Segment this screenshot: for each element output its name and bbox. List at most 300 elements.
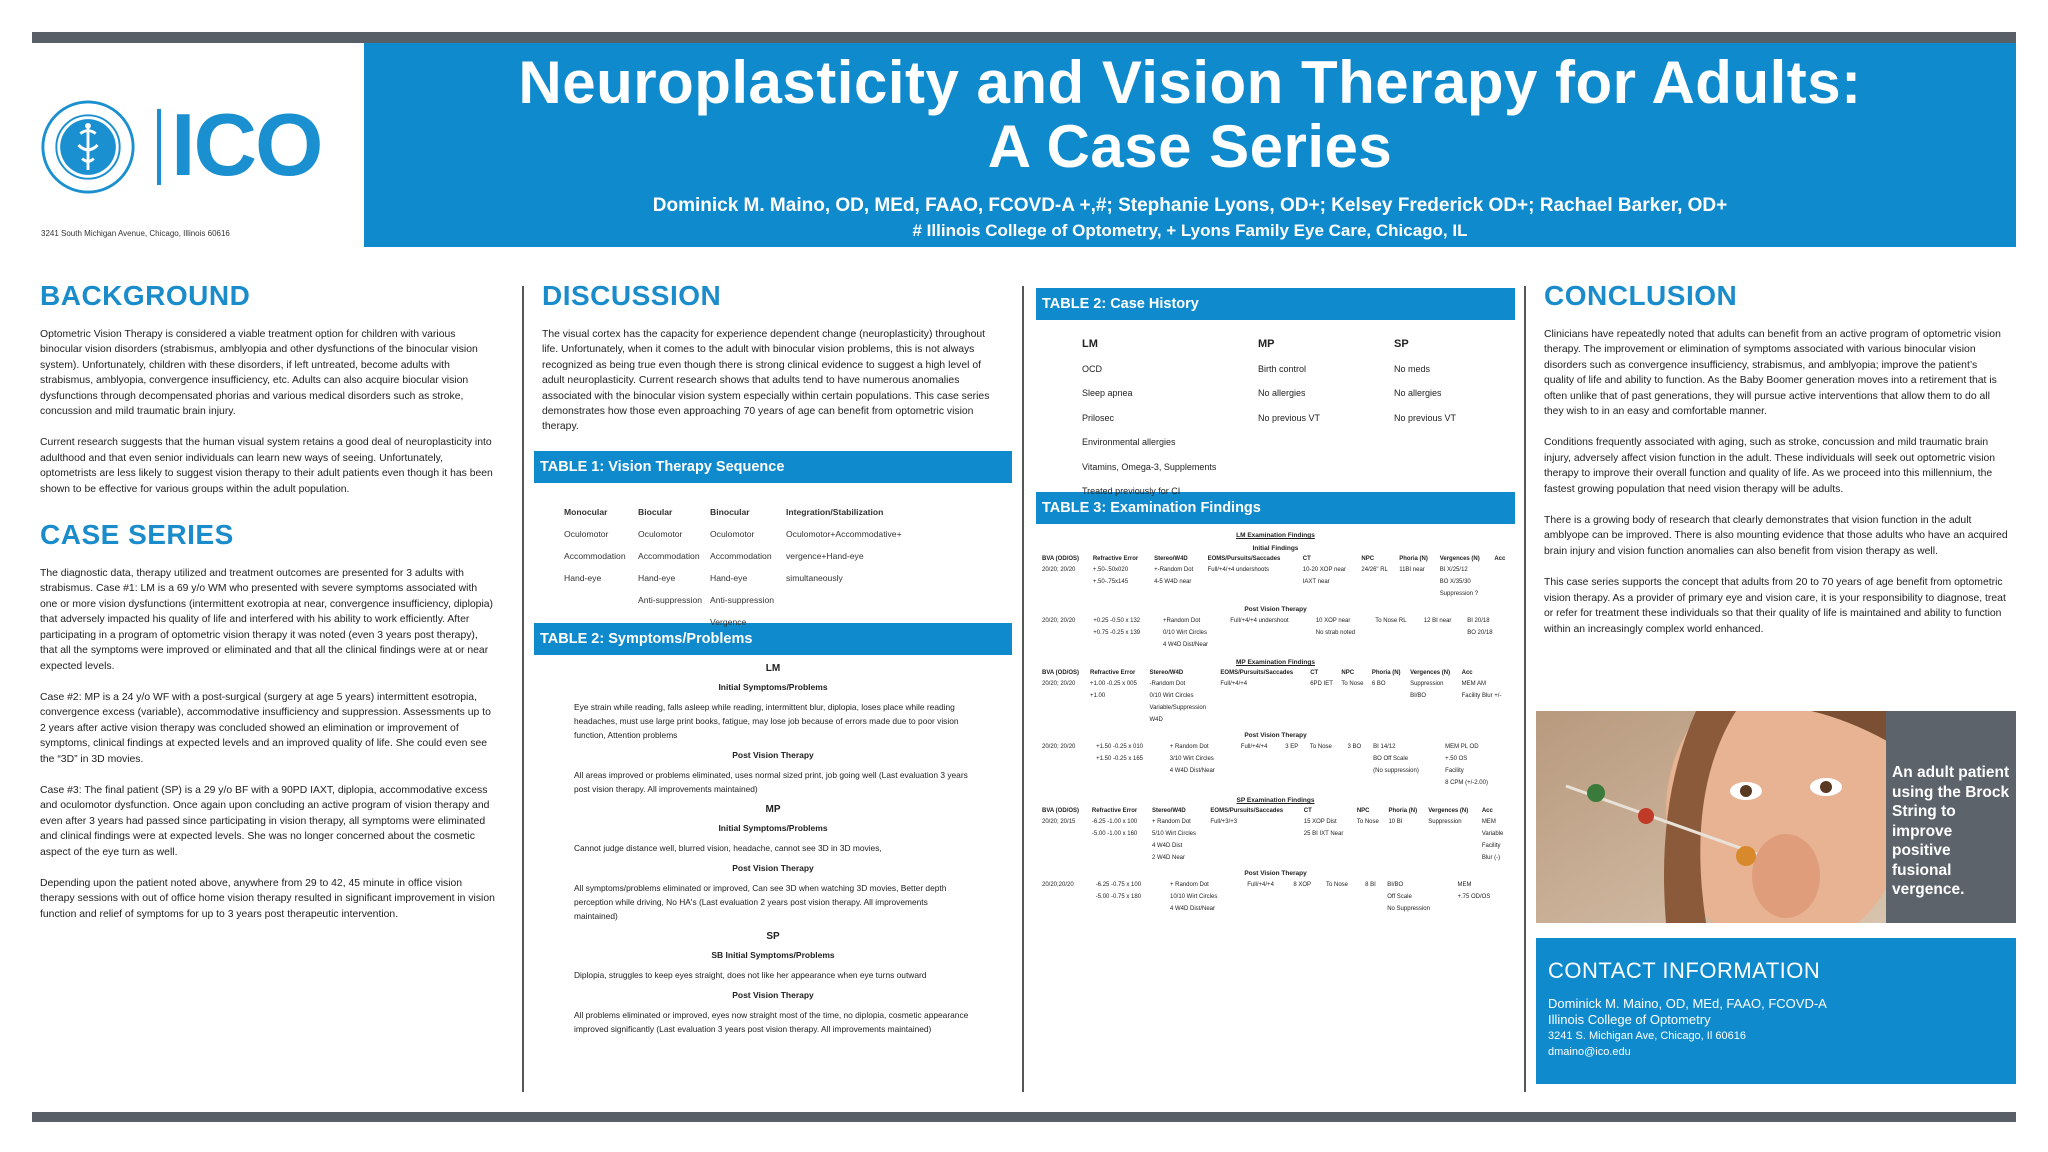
exam-column-header: Vergences (N) xyxy=(1410,670,1451,676)
history-item: Environmental allergies xyxy=(1082,437,1176,447)
exam-cell xyxy=(1346,753,1372,765)
exam-cell: +0.75 -0.25 x 139 xyxy=(1093,630,1141,636)
exam-cell xyxy=(1239,753,1283,765)
exam-cell: MEM AM xyxy=(1461,681,1486,687)
exam-cell xyxy=(1359,576,1397,588)
exam-column-header: Phoria (N) xyxy=(1399,556,1428,562)
institution-address: 3241 South Michigan Avenue, Chicago, Illinois 60616 xyxy=(41,229,230,238)
sequence-column-0 xyxy=(564,501,626,589)
exam-cell: 6 BO xyxy=(1371,681,1386,687)
post-therapy-label: Post Vision Therapy xyxy=(1244,870,1307,877)
case-series-paragraph-1: The diagnostic data, therapy utilized and treatment outcomes are presented for 3 adults with strabismus. Case #1: LM is a 69 y/o WM who presented with severe symptoms associated with one or more vision dysfunctions (intermittent exotropia at near, convergence insufficiency, diplopia) that adversely impacted his quality of life and interfered with his ability to work efficiently. After participating in a program of optometric vision therapy it was noted (even 3 years post therapy), that all the symptoms were improved or eliminated and that all the clinical findings were at or near expected levels. xyxy=(40,568,494,672)
history-item: Treated previously for CI xyxy=(1082,486,1181,496)
exam-cell: Suppression xyxy=(1410,681,1444,687)
exam-cell: To Nose xyxy=(1326,882,1349,888)
exam-cell xyxy=(1206,588,1301,600)
exam-cell xyxy=(1363,903,1385,915)
exam-table xyxy=(1040,615,1511,651)
affiliations: # Illinois College of Optometry, + Lyons Family Eye Care, Chicago, IL xyxy=(912,221,1468,240)
exam-cell: +-Random Dot xyxy=(1154,567,1194,573)
history-column-sp xyxy=(1394,332,1456,430)
exam-cell: Full/+4/+4 undershoots xyxy=(1207,567,1269,573)
exam-row xyxy=(1040,714,1511,726)
exam-column-header: NPC xyxy=(1341,670,1355,676)
exam-cell xyxy=(1339,702,1369,714)
exam-cell: To Nose xyxy=(1356,819,1379,825)
history-item: No allergies xyxy=(1394,388,1442,398)
exam-cell xyxy=(1465,639,1505,651)
exam-cell xyxy=(1208,828,1301,840)
exam-row xyxy=(1040,564,1511,576)
vision-therapy-sequence-table xyxy=(534,483,1012,627)
table1-heading: TABLE 1: Vision Therapy Sequence xyxy=(534,451,1012,483)
exam-cell: -5.00 -1.00 x 160 xyxy=(1091,831,1138,837)
exam-cell xyxy=(1302,840,1355,852)
exam-cell: BI/BO xyxy=(1410,693,1427,699)
exam-cell xyxy=(1370,690,1408,702)
exam-cell xyxy=(1218,690,1308,702)
exam-cell xyxy=(1324,891,1363,903)
background-paragraph-2: Current research suggests that the human visual system retains a good deal of neuroplasticity into adulthood and that even senior individuals can learn new ways of seeing. Unfortunately, optometrists are less likely to suggest vision therapy to their adult patients even though it has been shown to be effective for various groups within the adult population. xyxy=(40,437,493,495)
exam-column-header: Acc xyxy=(1481,808,1493,814)
sequence-item: Anti-suppression xyxy=(638,594,703,605)
mp-initial-text: Cannot judge distance well, blurred vision, headache, cannot see 3D in 3D movies, xyxy=(574,842,882,853)
column-divider-2 xyxy=(1022,286,1024,1092)
exam-cell xyxy=(1228,627,1314,639)
exam-cell xyxy=(1040,852,1090,864)
exam-cell: 20/20;20/20 xyxy=(1042,882,1074,888)
exam-cell xyxy=(1245,903,1291,915)
exam-cell xyxy=(1168,777,1239,789)
exam-row xyxy=(1040,840,1511,852)
lm-initial-text: Eye strain while reading, falls asleep while reading, intermittent blur, diplopia, loses place while reading headaches, must use large print books, fatigue, may lose job because of errors made due to poor vision function, Attention problems xyxy=(574,701,959,740)
exam-table xyxy=(1040,741,1511,789)
exam-row xyxy=(1040,891,1511,903)
exam-cell: 12 BI near xyxy=(1423,618,1452,624)
exam-column-header: CT xyxy=(1302,556,1311,562)
exam-cell: 20/20; 20/20 xyxy=(1042,744,1076,750)
exam-cell xyxy=(1088,714,1148,726)
exam-cell: 24/26" RL xyxy=(1361,567,1388,573)
exam-cell: Variable xyxy=(1481,831,1504,837)
sequence-column-header: Binocular xyxy=(710,506,750,517)
exam-cell: Off Scale xyxy=(1387,894,1412,900)
top-border-bar xyxy=(32,32,2016,43)
exam-cell xyxy=(1426,828,1480,840)
exam-cell: 0/10 Wirt Circles xyxy=(1163,630,1208,636)
exam-cell: 8 BI xyxy=(1365,882,1376,888)
exam-column-header: Acc xyxy=(1461,670,1473,676)
exam-cell: 10/10 Wirt Circles xyxy=(1169,894,1218,900)
exam-cell: Full/+4/+4 xyxy=(1247,882,1274,888)
exam-cell xyxy=(1339,690,1369,702)
exam-cell xyxy=(1302,852,1355,864)
sequence-column-2 xyxy=(710,501,774,633)
sequence-item: Oculomotor xyxy=(710,528,755,539)
symptoms-table xyxy=(534,663,1012,1036)
ico-logo: ICO xyxy=(171,95,322,194)
exam-cell xyxy=(1301,588,1360,600)
exam-cell xyxy=(1040,903,1094,915)
exam-cell xyxy=(1206,576,1301,588)
column-background-case-series xyxy=(40,280,496,938)
exam-cell xyxy=(1346,777,1372,789)
exam-cell: +Random Dot xyxy=(1163,618,1201,624)
exam-row xyxy=(1040,765,1511,777)
exam-cell xyxy=(1040,588,1091,600)
exam-cell: 20/20; 20/20 xyxy=(1042,618,1076,624)
exam-cell xyxy=(1291,891,1324,903)
sequence-item: Oculomotor xyxy=(638,528,683,539)
sequence-item: Hand-eye xyxy=(564,572,602,583)
exam-cell xyxy=(1308,690,1339,702)
exam-column-header: Stereo/W4D xyxy=(1151,808,1186,814)
sequence-item: Hand-eye xyxy=(638,572,676,583)
exam-cell: -6.25 -1.00 x 100 xyxy=(1091,819,1138,825)
exam-row xyxy=(1040,828,1511,840)
exam-cell xyxy=(1460,714,1511,726)
exam-cell: (No suppression) xyxy=(1373,768,1419,774)
history-patient-header: LM xyxy=(1082,338,1098,350)
background-heading: BACKGROUND xyxy=(40,280,251,311)
history-item: Birth control xyxy=(1258,363,1307,374)
patient-sp-label: SP xyxy=(766,930,780,942)
history-item: Vitamins, Omega-3, Supplements xyxy=(1082,461,1217,472)
contact-panel xyxy=(1536,938,2016,1084)
case-series-paragraph-4: Depending upon the patient noted above, anywhere from 29 to 42, 45 minute in office vision therapy sessions with out of office home vision therapy resulted in significant improvement in vision function and relief of symptoms for up to 3 years post therapeutic intervention. xyxy=(40,877,495,920)
exam-row xyxy=(1040,879,1511,891)
exam-cell: BO 20/18 xyxy=(1467,630,1493,636)
history-item: No previous VT xyxy=(1394,412,1457,423)
exam-column-header: NPC xyxy=(1361,556,1375,562)
exam-cell xyxy=(1239,765,1283,777)
exam-cell xyxy=(1505,639,1511,651)
exam-cell xyxy=(1370,714,1408,726)
exam-row xyxy=(1040,903,1511,915)
exam-cell: 5/10 Wirt Circles xyxy=(1151,831,1196,837)
exam-cell: 4 W4D Dist/Near xyxy=(1169,906,1215,912)
mp-initial-heading: Initial Symptoms/Problems xyxy=(718,822,828,833)
exam-cell xyxy=(1355,852,1387,864)
exam-cell xyxy=(1422,627,1465,639)
exam-cell: -5.00 -0.75 x 180 xyxy=(1095,894,1142,900)
exam-cell: +1.50 -0.25 x 010 xyxy=(1096,744,1143,750)
exam-cell xyxy=(1460,702,1511,714)
exam-cell xyxy=(1040,777,1094,789)
exam-cell xyxy=(1040,891,1094,903)
exam-cell xyxy=(1505,627,1511,639)
exam-row xyxy=(1040,777,1511,789)
exam-row xyxy=(1040,741,1511,753)
table2-history-heading: TABLE 2: Case History xyxy=(1036,288,1515,320)
exam-cell: Full/+3/+3 xyxy=(1210,819,1238,825)
exam-cell: 10 XOP near xyxy=(1315,618,1351,624)
exam-cell xyxy=(1492,576,1511,588)
exam-cell: 10 BI xyxy=(1388,819,1403,825)
exam-cell xyxy=(1040,639,1091,651)
exam-cell xyxy=(1308,765,1346,777)
bottom-border-bar xyxy=(32,1112,2016,1122)
exam-column-header: Phoria (N) xyxy=(1371,670,1401,676)
exam-cell xyxy=(1245,891,1291,903)
column-discussion xyxy=(534,280,1012,1036)
exam-cell xyxy=(1040,840,1090,852)
conclusion-paragraph-4: This case series supports the concept that adults from 20 to 70 years of age benefit from optometric vision therapy. As a provider of primary eye and vision care, it is your responsibility to diagnose, treat or refer for treatment these individuals so that their quality of life is maintained and ability to function within an increasingly complex world enhanced. xyxy=(1544,577,2006,635)
exam-cell xyxy=(1283,753,1308,765)
exam-cell: To Nose xyxy=(1309,744,1332,750)
exam-cell xyxy=(1283,765,1308,777)
exam-cell: +.75 OD/OS xyxy=(1457,894,1491,900)
exam-cell xyxy=(1339,714,1369,726)
exam-column-header: Acc xyxy=(1494,556,1506,562)
exam-cell: BI 14/12 xyxy=(1373,744,1396,750)
exam-cell: BI/BO xyxy=(1387,882,1404,888)
history-item: OCD xyxy=(1082,363,1102,374)
exam-cell: 2 W4D Near xyxy=(1151,855,1185,861)
exam-cell: +0.25 -0.50 x 132 xyxy=(1093,618,1141,624)
history-item: No previous VT xyxy=(1258,412,1321,423)
exam-cell xyxy=(1094,765,1168,777)
exam-cell xyxy=(1422,639,1465,651)
sequence-column-1 xyxy=(638,501,702,611)
logo-panel xyxy=(32,43,364,247)
exam-cell xyxy=(1090,852,1150,864)
column-divider-1 xyxy=(522,286,524,1092)
sequence-column-header: Monocular xyxy=(564,506,608,517)
history-item: No meds xyxy=(1394,363,1431,374)
exam-cell xyxy=(1218,702,1308,714)
exam-cell: 8 XOP xyxy=(1293,882,1312,888)
exam-row xyxy=(1040,816,1511,828)
exam-cell: Facility Blur +/- xyxy=(1461,693,1502,699)
exam-cell: BO Off Scale xyxy=(1373,756,1409,762)
exam-column-header: BVA (OD/OS) xyxy=(1042,808,1079,814)
exam-cell: 8 CPM (+/-2.00) xyxy=(1445,780,1488,786)
sequence-item: Accommodation xyxy=(564,550,626,561)
exam-cell xyxy=(1314,639,1373,651)
history-item: No allergies xyxy=(1258,388,1306,398)
case-history-table xyxy=(1036,320,1515,496)
exam-cell xyxy=(1218,714,1308,726)
exam-cell xyxy=(1370,702,1408,714)
exam-table xyxy=(1040,806,1511,864)
exam-cell: +1.50 -0.25 x 165 xyxy=(1096,756,1143,762)
exam-cell: + Random Dot xyxy=(1169,744,1209,750)
exam-cell xyxy=(1040,627,1091,639)
exam-cell: IAXT near xyxy=(1302,579,1330,585)
column-divider-3 xyxy=(1524,286,1526,1092)
conclusion-paragraph-2: Conditions frequently associated with aging, such as stroke, concussion and mild traumatic brain injury, adversely affect vision function in the adult. These individuals will seek out optometric vision therapy to improve their overall function and quality of life. As we proceed into this millennium, the fastest growing population that need vision therapy will be adults. xyxy=(1544,437,1996,495)
sp-exam-title: SP Examination Findings xyxy=(1236,797,1315,804)
exam-column-header: BVA (OD/OS) xyxy=(1042,670,1079,676)
exam-cell: 15 XOP Dist xyxy=(1303,819,1337,825)
history-patient-header: MP xyxy=(1258,338,1275,350)
exam-column-header: Vergences (N) xyxy=(1428,808,1469,814)
exam-cell xyxy=(1386,828,1426,840)
sequence-column-3 xyxy=(786,501,902,589)
lm-post-text: All areas improved or problems eliminated, uses normal sized print, job going well (Last evaluation 3 years post vision therapy. All improvements maintained) xyxy=(574,769,968,794)
history-column-mp xyxy=(1258,332,1320,430)
exam-row xyxy=(1040,690,1511,702)
exam-cell xyxy=(1408,702,1460,714)
exam-cell: +.50-.75x145 xyxy=(1092,579,1129,585)
discussion-heading: DISCUSSION xyxy=(542,280,722,311)
exam-column-header: Phoria (N) xyxy=(1388,808,1418,814)
history-item: Prilosec xyxy=(1082,412,1115,423)
exam-cell: Suppression ? xyxy=(1439,591,1479,597)
exam-cell xyxy=(1228,639,1314,651)
exam-cell xyxy=(1397,588,1438,600)
exam-cell xyxy=(1283,777,1308,789)
contact-address: 3241 S. Michigan Ave, Chicago, Il 60616 xyxy=(1548,1030,1746,1042)
sequence-item: Hand-eye xyxy=(710,572,748,583)
exam-cell: Blur (-) xyxy=(1481,855,1501,861)
exam-cell: No strab noted xyxy=(1315,630,1356,636)
history-column-lm xyxy=(1082,332,1216,504)
exam-cell: Facility xyxy=(1481,843,1501,849)
exam-cell: 3/10 Wirt Circles xyxy=(1169,756,1214,762)
exam-cell xyxy=(1291,903,1324,915)
history-item: Sleep apnea xyxy=(1082,388,1133,398)
contact-email[interactable]: dmaino@ico.edu xyxy=(1548,1046,1631,1058)
exam-cell xyxy=(1359,588,1397,600)
exam-column-header: Refractive Error xyxy=(1089,670,1136,676)
exam-cell: -Random Dot xyxy=(1149,681,1186,687)
exam-cell: +.50 OS xyxy=(1445,756,1468,762)
mp-post-heading: Post Vision Therapy xyxy=(732,862,814,873)
exam-cell xyxy=(1455,903,1511,915)
exam-cell xyxy=(1308,777,1346,789)
exam-cell xyxy=(1040,765,1094,777)
lm-exam-title: LM Examination Findings xyxy=(1236,532,1315,539)
post-therapy-label: Post Vision Therapy xyxy=(1244,732,1307,739)
exam-cell: 4 W4D Dist/Near xyxy=(1169,768,1215,774)
conclusion-paragraph-1: Clinicians have repeatedly noted that adults can benefit from an active program of optometric vision therapy. The improvement or elimination of symptoms associated with various binocular vision disorders such as convergence insufficiency, strabismus, and amblyopia; improve the patient’s quality of life and ability to function. As the Baby Boomer generation moves into a retirement that is often unlike that of past generations, they will pursue active interventions that allow them to do all they wish to in an easy and comfortable manner. xyxy=(1544,329,2001,418)
sequence-item: Oculomotor xyxy=(564,528,609,539)
lm-initial-heading: Initial Symptoms/Problems xyxy=(718,681,828,692)
exam-cell xyxy=(1397,576,1438,588)
exam-cell xyxy=(1363,891,1385,903)
background-paragraph-1: Optometric Vision Therapy is considered a viable treatment option for children with various binocular vision disorders (strabismus, amblyopia and other dysfunctions of the binocular vision system). Unfortunately, children with these disorders, if left untreated, become adults with strabismus, amblyopia, convergence insufficiency, etc. Adults can also acquire biocular vision dysfunctions through decompensated phorias and various medical disorders such as stroke, concussion and mild traumatic brain injury. xyxy=(40,329,478,418)
exam-cell xyxy=(1208,840,1301,852)
exam-cell: To Nose RL xyxy=(1375,618,1407,624)
exam-row xyxy=(1040,576,1511,588)
exam-cell xyxy=(1492,564,1511,576)
exam-column-header: NPC xyxy=(1356,808,1370,814)
exam-cell: 4 W4D Dist/Near xyxy=(1163,642,1209,648)
exam-column-header: CT xyxy=(1303,808,1312,814)
patient-photo xyxy=(1536,711,1887,923)
contact-organization: Illinois College of Optometry xyxy=(1548,1012,1711,1027)
title-line-1: Neuroplasticity and Vision Therapy for Adults: xyxy=(518,49,1862,116)
exam-row xyxy=(1040,627,1511,639)
exam-cell: MEM xyxy=(1457,882,1472,888)
exam-cell xyxy=(1094,903,1168,915)
exam-column-header: Vergences (N) xyxy=(1439,556,1480,562)
discussion-paragraph: The visual cortex has the capacity for experience dependent change (neuroplasticity) throughout life. Unfortunately, when it comes to the adult with binocular vision problems, this is not always recognized as being true even though there is strong clinical evidence to suggest a high level of adult neuroplasticity. Current research shows that adults tend to have numerous anomalies associated with the binocular vision system especially within certain populations. This case series demonstrates how those even approaching 70 years of age can benefit from optometric vision therapy. xyxy=(542,329,990,433)
title-banner xyxy=(364,43,2016,247)
contact-name: Dominick M. Maino, OD, MEd, FAAO, FCOVD-A xyxy=(1548,996,1827,1011)
logo-divider xyxy=(157,109,161,185)
exam-column-header: BVA (OD/OS) xyxy=(1042,556,1079,562)
examination-findings-table xyxy=(1036,532,1515,915)
exam-column-header: Stereo/W4D xyxy=(1154,556,1188,562)
exam-cell xyxy=(1308,753,1346,765)
poster-title xyxy=(364,51,2016,179)
exam-cell xyxy=(1386,840,1426,852)
sequence-column-header: Integration/Stabilization xyxy=(786,506,884,517)
exam-cell: MEM PL OD xyxy=(1445,744,1479,750)
exam-cell xyxy=(1040,690,1088,702)
exam-cell: +1.00 -0.25 x 005 xyxy=(1089,681,1137,687)
conclusion-paragraph-3: There is a growing body of research that clearly demonstrates that vision function in the adult amblyope can be improved. There is also mounting evidence that those adults who have an acquired brain injury and vision function anomalies can also benefit from vision therapy as well. xyxy=(1544,515,2008,557)
exam-cell xyxy=(1090,840,1150,852)
authors: Dominick M. Maino, OD, MEd, FAAO, FCOVD-A +,#; Stephanie Lyons, OD+; Kelsey Frederick OD+; Rachael Barker, OD+ xyxy=(652,195,1728,216)
exam-cell: 10-20 XOP near xyxy=(1302,567,1347,573)
exam-cell xyxy=(1355,828,1387,840)
exam-cell xyxy=(1386,852,1426,864)
photo-caption-panel xyxy=(1886,711,2016,923)
exam-cell xyxy=(1094,777,1168,789)
history-patient-header: SP xyxy=(1394,338,1409,350)
exam-row xyxy=(1040,639,1511,651)
exam-cell xyxy=(1346,765,1372,777)
exam-cell: 3 EP xyxy=(1285,744,1299,750)
exam-cell: 25 BI IXT Near xyxy=(1303,831,1344,837)
post-therapy-label: Post Vision Therapy xyxy=(1244,606,1307,613)
sequence-item: vergence+Hand-eye xyxy=(786,550,864,561)
exam-cell: Full/+4/+4 xyxy=(1240,744,1268,750)
sp-initial-heading: SB Initial Symptoms/Problems xyxy=(711,949,835,960)
exam-column-header: Stereo/W4D xyxy=(1149,670,1184,676)
sp-post-text: All problems eliminated or improved, eyes now straight most of the time, no diplopia, cosmetic appearance improved significantly (Last evaluation 3 years post vision therapy. All improvements maintained) xyxy=(574,1009,969,1034)
exam-column-header: Refractive Error xyxy=(1092,556,1139,562)
exam-cell: + Random Dot xyxy=(1169,882,1209,888)
exam-cell: +.50-.50x020 xyxy=(1092,567,1129,573)
column-conclusion xyxy=(1544,280,2010,653)
exam-cell xyxy=(1239,777,1283,789)
case-series-heading: CASE SERIES xyxy=(40,519,234,551)
exam-cell xyxy=(1308,702,1339,714)
sequence-item: simultaneously xyxy=(786,572,843,583)
exam-cell xyxy=(1426,852,1480,864)
mp-post-text: All symptoms/problems eliminated or improved, Can see 3D when watching 3D movies, Better depth perception while driving, No HA's (Last evaluation 2 years post vision therapy. All improvements maintained) xyxy=(574,882,947,921)
exam-row xyxy=(1040,753,1511,765)
exam-cell: BI X/25/12 xyxy=(1439,567,1468,573)
exam-cell: 20/20; 20/20 xyxy=(1042,681,1076,687)
exam-cell xyxy=(1088,702,1148,714)
exam-cell xyxy=(1408,714,1460,726)
exam-row xyxy=(1040,615,1511,627)
exam-cell xyxy=(1040,576,1091,588)
exam-cell: 3 BO xyxy=(1347,744,1362,750)
sequence-item: Vergence xyxy=(710,616,747,627)
exam-cell xyxy=(1505,615,1511,627)
exam-table xyxy=(1040,668,1511,726)
initial-findings-label: Initial Findings xyxy=(1252,545,1299,552)
exam-cell: 20/20; 20/20 xyxy=(1042,567,1076,573)
sp-initial-text: Diplopia, struggles to keep eyes straight, does not like her appearance when eye turns outward xyxy=(574,969,927,980)
exam-table xyxy=(1040,879,1511,915)
exam-cell: -6.25 -0.75 x 100 xyxy=(1095,882,1142,888)
exam-cell xyxy=(1355,840,1387,852)
exam-row xyxy=(1040,702,1511,714)
exam-column-header: Refractive Error xyxy=(1091,808,1138,814)
college-seal-icon xyxy=(40,99,136,195)
exam-cell: W4D xyxy=(1149,717,1163,723)
exam-cell xyxy=(1040,828,1090,840)
exam-cell: Full/+4/+4 undershoot xyxy=(1230,618,1289,624)
